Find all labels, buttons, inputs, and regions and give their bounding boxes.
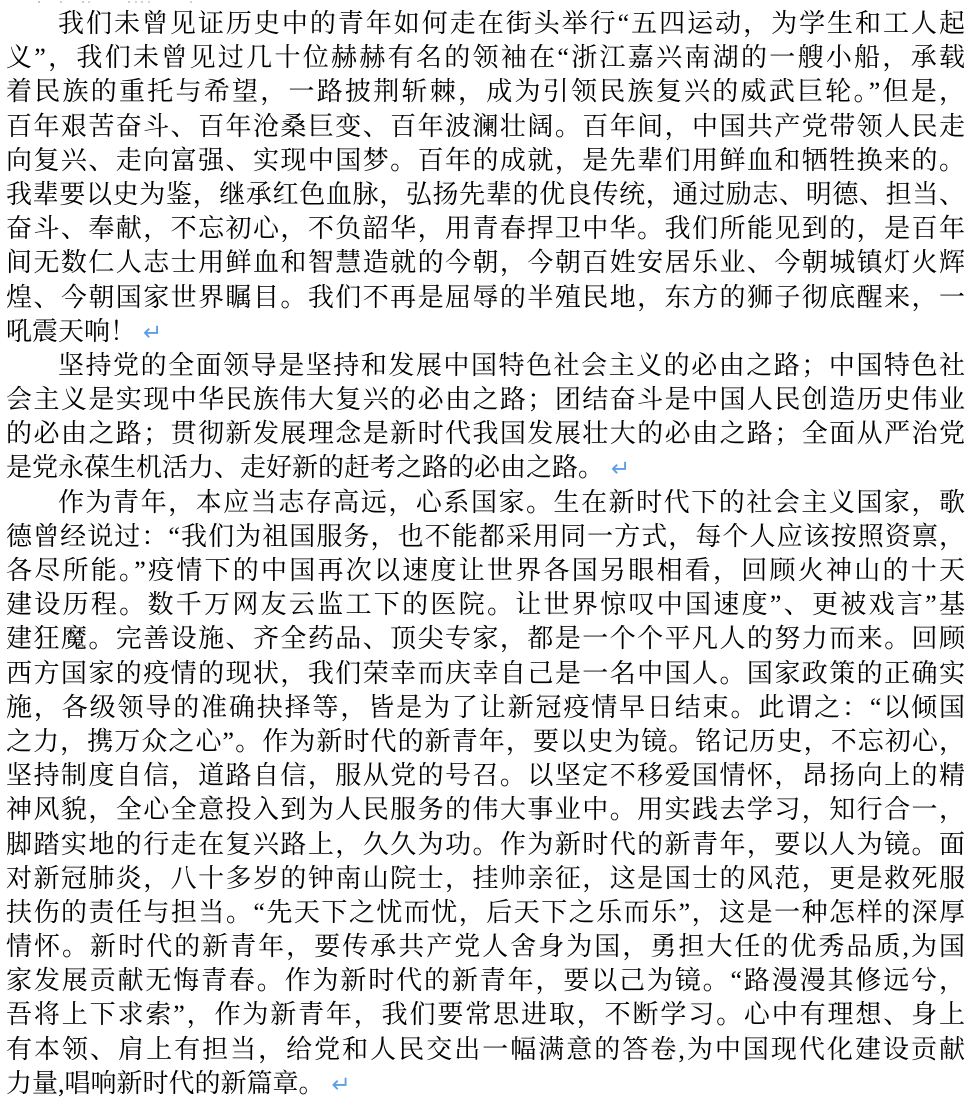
line-text: 对新冠肺炎，八十多岁的钟南山院士，挂帅亲征，这是国士的风范，更是救死服 [6,863,965,893]
line-text: 扶伤的责任与担当。“先天下之忧而忧，后天下之乐而乐”，这是一种怎样的深厚 [6,897,965,927]
line-text: 建设历程。数千万网友云监工下的医院。让世界惊叹中国速度”、更被戏言”基 [6,590,965,620]
line-text: 间无数仁人志士用鲜血和智慧造就的今朝，今朝百姓安居乐业、今朝城镇灯火辉 [6,248,965,278]
text-line[interactable] [6,349,965,383]
line-text: 有本领、肩上有担当，给党和人民交出一幅满意的答卷,为中国现代化建设贡献 [6,1034,965,1064]
line-text: 作为青年，本应当志存高远，心系国家。生在新时代下的社会主义国家，歌 [58,487,965,517]
paragraph [6,7,965,349]
line-text: 的必由之路；贯彻新发展理念是新时代我国发展壮大的必由之路；全面从严治党 [6,419,965,449]
text-line[interactable] [6,691,965,725]
text-line[interactable] [6,144,965,178]
line-text: 各尽所能。”疫情下的中国再次以速度让世界各国另眼相看，回顾火神山的十天 [6,556,965,585]
text-line[interactable] [6,41,965,75]
line-text: 是党永葆生机活力、走好新的赶考之路的必由之路。 [6,453,605,483]
line-text: 德曾经说过：“我们为祖国服务，也不能都采用同一方式，每个人应该按照资禀， [6,521,965,551]
text-line[interactable] [6,281,965,315]
line-text: 会主义是实现中华民族伟大复兴的必由之路；团结奋斗是中国人民创造历史伟业 [6,385,965,415]
line-text: 脚踏实地的行走在复兴路上，久久为功。作为新时代的新青年，要以人为镜。面 [6,829,965,859]
text-line[interactable] [6,759,965,793]
text-line[interactable] [6,793,965,827]
text-line[interactable] [6,1067,965,1101]
text-line[interactable] [6,315,965,349]
line-text: 建狂魔。完善设施、齐全药品、顶尖专家，都是一个个平凡人的努力而来。回顾 [6,624,965,654]
paragraph [6,349,965,486]
clipped-line-top [38,1,40,3]
line-text: 力量,唱响新时代的新篇章。 [6,1068,325,1098]
line-text: 之力，携万众之心”。作为新时代的新青年，要以史为镜。铭记历史，不忘初心， [6,726,965,756]
text-line[interactable] [6,554,965,588]
text-line[interactable] [6,930,965,964]
text-line[interactable] [6,862,965,896]
line-text: 情怀。新时代的新青年，要传承共产党人舍身为国，勇担大任的优秀品质,为国 [6,932,965,962]
line-text: 西方国家的疫情的现状，我们荣幸而庆幸自己是一名中国人。国家政策的正确实 [6,658,965,688]
text-line[interactable] [6,7,965,41]
text-line[interactable] [6,178,965,212]
text-line[interactable] [6,725,965,759]
text-line[interactable] [6,451,965,485]
text-line[interactable] [6,486,965,520]
text-line[interactable] [6,964,965,998]
document-text[interactable] [6,7,965,1101]
text-line[interactable] [6,896,965,930]
text-line[interactable] [6,246,965,280]
paragraph [6,486,965,1101]
line-text: 义”，我们未曾见过几十位赫赫有名的领袖在“浙江嘉兴南湖的一艘小船，承载 [6,43,965,73]
text-line[interactable] [6,212,965,246]
line-text: 神风貌，全心全意投入到为人民服务的伟大事业中。用实践去学习，知行合一， [6,795,965,825]
line-text: 奋斗、奉献，不忘初心，不负韶华，用青春捍卫中华。我们所能见到的，是百年 [6,214,965,244]
text-line[interactable] [6,520,965,554]
line-text: 着民族的重托与希望，一路披荆斩棘，成为引领民族复兴的威武巨轮。”但是， [6,77,965,107]
text-line[interactable] [6,417,965,451]
line-text: 百年艰苦奋斗、百年沧桑巨变、百年波澜壮阔。百年间，中国共产党带领人民走 [6,111,965,141]
return-arrow-icon: ↵ [143,319,163,346]
text-line[interactable] [6,588,965,622]
line-text: 吼震天响！ [6,316,137,346]
return-arrow-icon: ↵ [331,1071,351,1098]
text-line[interactable] [6,998,965,1032]
line-text: 家发展贡献无悔青春。作为新时代的新青年，要以己为镜。“路漫漫其修远兮， [6,966,965,996]
text-line[interactable] [6,383,965,417]
line-text: 向复兴、走向富强、实现中国梦。百年的成就，是先辈们用鲜血和牺牲换来的。 [6,145,965,175]
line-text: 坚持党的全面领导是坚持和发展中国特色社会主义的必由之路；中国特色社 [58,350,965,380]
text-line[interactable] [6,657,965,691]
text-line[interactable] [6,622,965,656]
line-text: 煌、今朝国家世界瞩目。我们不再是屈辱的半殖民地，东方的狮子彻底醒来，一 [6,282,965,312]
text-line[interactable] [6,110,965,144]
text-line[interactable] [6,1033,965,1067]
text-line[interactable] [6,75,965,109]
line-text: 我辈要以史为鉴，继承红色血脉，弘扬先辈的优良传统，通过励志、明德、担当、 [6,179,965,209]
text-line[interactable] [6,828,965,862]
line-text: 坚持制度自信，道路自信，服从党的号召。以坚定不移爱国情怀，昂扬向上的精 [6,761,965,791]
line-text: 吾将上下求索”，作为新青年，我们要常思进取，不断学习。心中有理想、身上 [6,1000,965,1030]
line-text: 施，各级领导的准确抉择等，皆是为了让新冠疫情早日结束。此谓之：“以倾国 [6,692,965,722]
line-text: 我们未曾见证历史中的青年如何走在街头举行“五四运动，为学生和工人起 [58,9,965,38]
return-arrow-icon: ↵ [611,456,631,483]
